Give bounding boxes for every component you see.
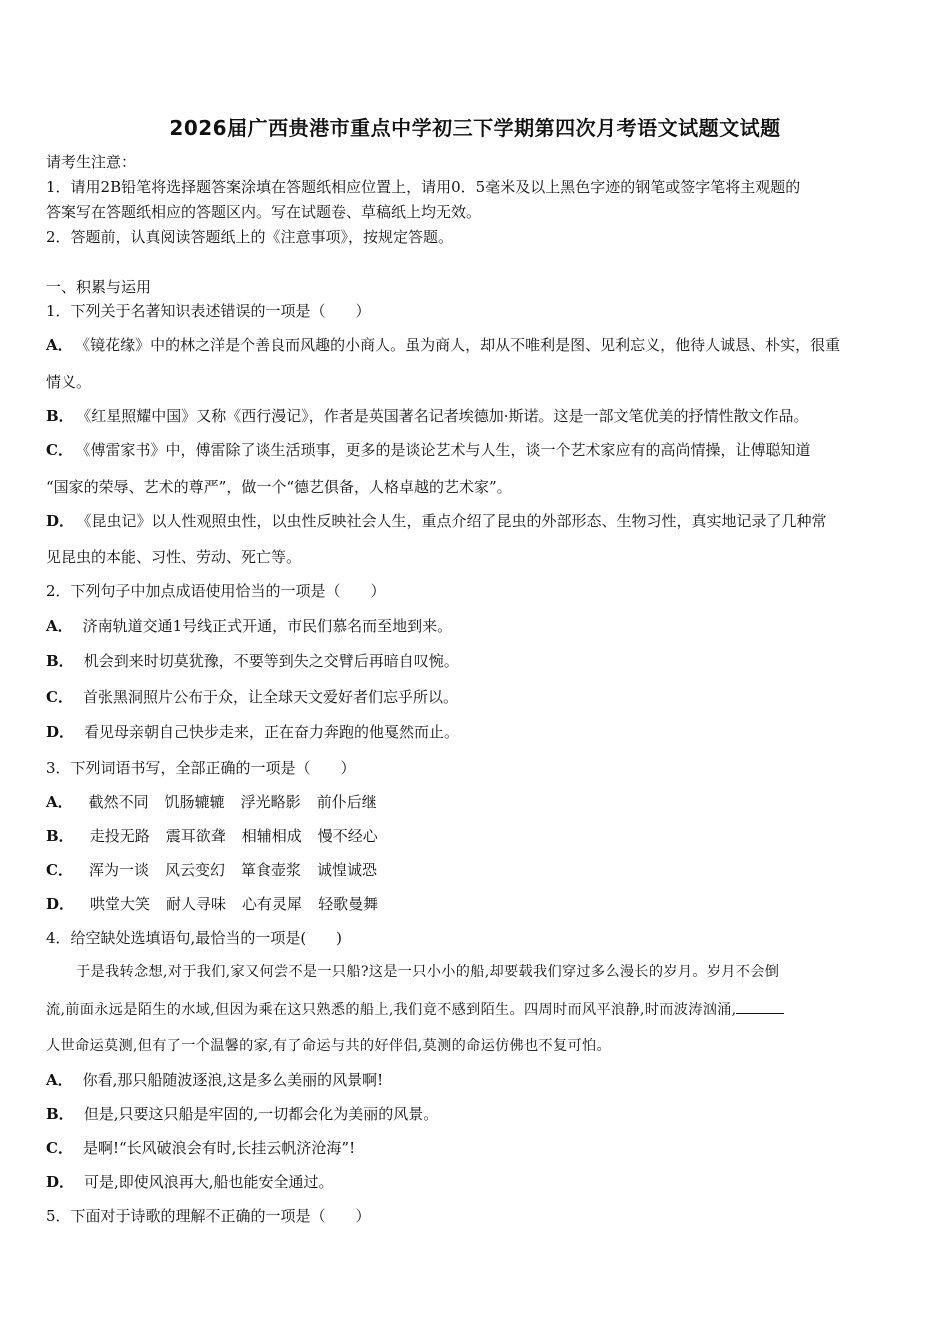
page-title: 2026届广西贵港市重点中学初三下学期第四次月考语文试题文试题 bbox=[169, 116, 781, 140]
section-heading: 一、积累与运用 bbox=[46, 278, 152, 296]
question-2-option-d bbox=[46, 722, 908, 742]
question-3-option-b bbox=[46, 826, 908, 846]
question-3-option-a bbox=[46, 792, 908, 812]
option-label: A． bbox=[46, 1071, 73, 1089]
question-5-stem: 5．下面对于诗歌的理解不正确的一项是（ ） bbox=[46, 1207, 371, 1225]
word: 哄堂大笑 bbox=[90, 895, 151, 913]
word: 相辅相成 bbox=[241, 827, 302, 845]
word: 箪食壶浆 bbox=[240, 861, 301, 879]
question-2-stem: 2．下列句子中加点成语使用恰当的一项是（ ） bbox=[46, 582, 386, 600]
word: 浑为一谈 bbox=[88, 861, 149, 879]
question-3-option-c bbox=[46, 860, 908, 880]
word: 诚惶诚恐 bbox=[317, 861, 378, 879]
question-1-option-d bbox=[46, 511, 908, 531]
fill-in-blank bbox=[736, 999, 784, 1014]
option-text: 看见母亲朝自己快步走来，正在奋力奔跑的他戛然而止。 bbox=[84, 723, 460, 741]
notice-item-1-line-1: 1．请用2B铅笔将选择题答案涂填在答题纸相应位置上，请用0．5毫米及以上黑色字迹的钢笔或签字笔将主观题的 bbox=[46, 178, 801, 196]
option-label: D． bbox=[46, 1173, 75, 1191]
option-label: C． bbox=[46, 861, 73, 879]
option-text: 首张黑洞照片公布于众，让全球天文爱好者们忘乎所以。 bbox=[82, 688, 458, 706]
question-3-stem: 3．下列词语书写，全部正确的一项是（ ） bbox=[46, 759, 356, 777]
question-2-option-b bbox=[46, 651, 908, 671]
option-label: A． bbox=[46, 336, 73, 354]
question-2-option-a bbox=[46, 616, 908, 636]
word: 走投无路 bbox=[89, 827, 150, 845]
word: 轻歌曼舞 bbox=[318, 895, 379, 913]
question-4-option-b bbox=[46, 1104, 908, 1124]
word: 浮光略影 bbox=[240, 793, 301, 811]
question-4-passage-line-2 bbox=[46, 999, 908, 1020]
question-1-option-b bbox=[46, 406, 908, 426]
option-label: D． bbox=[46, 723, 75, 741]
question-4-stem: 4．给空缺处选填语句,最恰当的一项是( ) bbox=[46, 929, 343, 947]
option-text: 《镜花缘》中的林之洋是个善良而风趣的小商人。虽为商人，却从不唯利是图、见利忘义，他待人诚恳、朴实，很重 bbox=[82, 336, 841, 354]
word: 截然不同 bbox=[88, 793, 149, 811]
question-2-option-c bbox=[46, 687, 908, 707]
option-label: B． bbox=[46, 1105, 74, 1123]
option-text: 《昆虫记》以人性观照虫性，以虫性反映社会人生，重点介绍了昆虫的外部形态、生物习性，真实地记录了几种常 bbox=[84, 512, 827, 530]
question-4-passage-line-1: 于是我转念想,对于我们,家又何尝不是一只船?这是一只小小的船,却要载我们穿过多么漫长的岁月。岁月不会倒 bbox=[76, 964, 780, 980]
option-label: D． bbox=[46, 512, 75, 530]
question-1-option-c-cont: “国家的荣辱、艺术的尊严”，做一个“德艺俱备，人格卓越的艺术家”。 bbox=[46, 478, 512, 496]
option-text: 是啊!“长风破浪会有时,长挂云帆济沧海”! bbox=[82, 1139, 356, 1157]
option-text: 《傅雷家书》中，傅雷除了谈生活琐事，更多的是谈论艺术与人生，谈一个艺术家应有的高尚情操，让傅聪知道 bbox=[82, 441, 811, 459]
option-text: 可是,即使风浪再大,船也能安全通过。 bbox=[84, 1173, 334, 1191]
question-4-option-d bbox=[46, 1172, 908, 1192]
option-label: C． bbox=[46, 688, 73, 706]
option-label: B． bbox=[46, 652, 74, 670]
notice-header: 请考生注意： bbox=[46, 153, 137, 171]
word: 饥肠辘辘 bbox=[164, 793, 225, 811]
option-text: 但是,只要这只船是牢固的,一切都会化为美丽的风景。 bbox=[83, 1105, 439, 1123]
notice-item-2: 2．答题前，认真阅读答题纸上的《注意事项》，按规定答题。 bbox=[46, 228, 454, 246]
question-4-option-c bbox=[46, 1138, 908, 1158]
question-1-stem: 1．下列关于名著知识表述错误的一项是（ ） bbox=[46, 302, 371, 320]
question-4-passage-line-3: 人世命运莫测,但有了一个温馨的家,有了命运与共的好伴侣,莫测的命运仿佛也不复可怕。 bbox=[46, 1038, 611, 1054]
question-1-option-a-cont: 情义。 bbox=[46, 373, 92, 391]
word: 前仆后继 bbox=[316, 793, 377, 811]
word: 震耳欲聋 bbox=[165, 827, 226, 845]
question-1-option-c bbox=[46, 440, 908, 460]
option-label: A． bbox=[46, 617, 73, 635]
option-label: B． bbox=[46, 827, 74, 845]
option-label: C． bbox=[46, 441, 73, 459]
word: 心有灵犀 bbox=[242, 895, 303, 913]
notice-item-1-line-2: 答案写在答题纸相应的答题区内。写在试题卷、草稿纸上均无效。 bbox=[46, 203, 482, 221]
option-label: A． bbox=[46, 793, 73, 811]
passage-text: 流,前面永远是陌生的水域,但因为乘在这只熟悉的船上,我们竟不感到陌生。四周时而风平浪静,时而波涛汹涌, bbox=[46, 1002, 737, 1018]
question-1-option-d-cont: 见昆虫的本能、习性、劳动、死亡等。 bbox=[46, 548, 302, 566]
option-text: 机会到来时切莫犹豫，不要等到失之交臂后再暗自叹惋。 bbox=[83, 652, 459, 670]
option-label: C． bbox=[46, 1139, 73, 1157]
option-label: B． bbox=[46, 407, 74, 425]
question-3-option-d bbox=[46, 894, 908, 914]
option-text: 《红星照耀中国》又称《西行漫记》，作者是英国著名记者埃德加·斯诺。这是一部文笔优美的抒情性散文作品。 bbox=[83, 407, 809, 425]
word: 慢不经心 bbox=[317, 827, 378, 845]
option-text: 你看,那只船随波逐浪,这是多么美丽的风景啊! bbox=[82, 1071, 384, 1089]
question-4-option-a bbox=[46, 1070, 908, 1090]
word: 耐人寻味 bbox=[166, 895, 227, 913]
option-label: D． bbox=[46, 895, 75, 913]
option-text: 济南轨道交通1号线正式开通，市民们慕名而至地到来。 bbox=[82, 617, 453, 635]
word: 风云变幻 bbox=[164, 861, 225, 879]
question-1-option-a bbox=[46, 335, 908, 355]
